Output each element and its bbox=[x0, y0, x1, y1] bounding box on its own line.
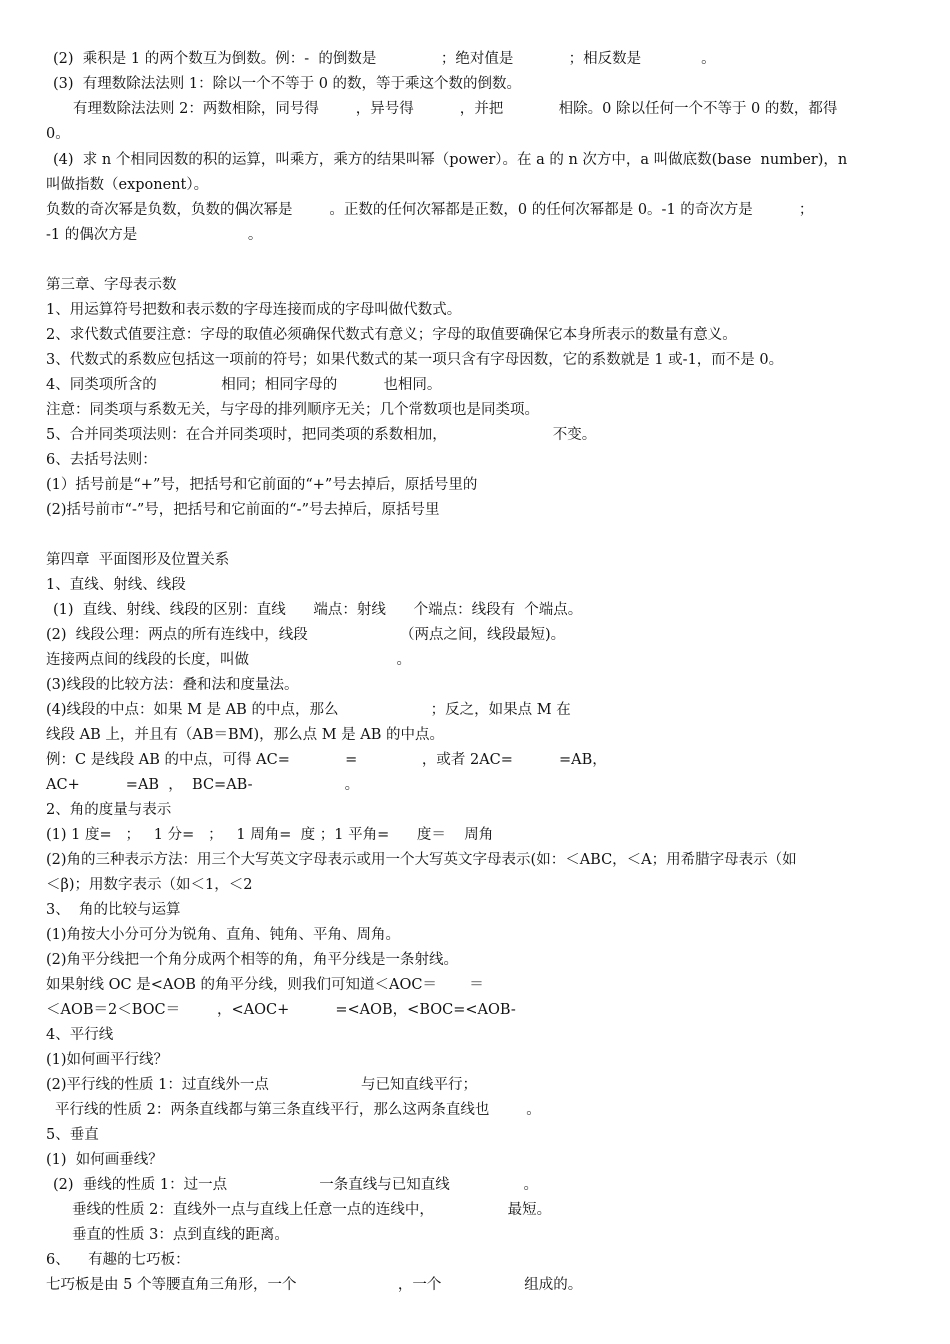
text-line: 6、去括号法则： bbox=[46, 452, 157, 468]
text-line: 2、角的度量与表示 bbox=[46, 802, 172, 818]
chapter-heading: 第四章 平面图形及位置关系 bbox=[46, 552, 230, 568]
text-line: 七巧板是由 5 个等腰直角三角形，一个 ，一个 组成的。 bbox=[46, 1277, 583, 1293]
text-line: (2)平行线的性质 1：过直线外一点 与已知直线平行； bbox=[46, 1077, 478, 1093]
text-line: AC+ =AB ， BC=AB- 。 bbox=[46, 777, 360, 793]
text-line: 有理数除法法则 2：两数相除，同号得 ，异号得 ，并把 相除。0 除以任何一个不等于 0 的数，都得 bbox=[73, 101, 838, 117]
chapter-heading: 第三章、字母表示数 bbox=[46, 277, 177, 293]
text-line: -1 的偶次方是 。 bbox=[46, 227, 263, 243]
text-line: 1、直线、射线、线段 bbox=[46, 577, 186, 593]
text-line: (2) 乘积是 1 的两个数互为倒数。例：- 的倒数是 ；绝对值是 ；相反数是 。 bbox=[53, 51, 716, 67]
text-line: 4、同类项所含的 相同；相同字母的 也相同。 bbox=[46, 377, 442, 393]
text-line: (3)线段的比较方法：叠和法和度量法。 bbox=[46, 677, 299, 693]
text-line: (1)角按大小分可分为锐角、直角、钝角、平角、周角。 bbox=[46, 927, 401, 943]
text-line: 线段 AB 上，并且有（AB＝BM)，那么点 M 是 AB 的中点。 bbox=[46, 727, 445, 743]
text-line: 3、 角的比较与运算 bbox=[46, 902, 181, 918]
text-line: (4)线段的中点：如果 M 是 AB 的中点，那么 ；反之，如果点 M 在 bbox=[46, 702, 571, 718]
text-line: ＜β)；用数字表示（如＜1，＜2 bbox=[46, 877, 253, 893]
text-line: 1、用运算符号把数和表示数的字母连接而成的字母叫做代数式。 bbox=[46, 302, 462, 318]
text-line: 如果射线 OC 是<AOB 的角平分线，则我们可知道＜AOC＝ ＝ bbox=[46, 977, 484, 993]
text-line: 5、垂直 bbox=[46, 1127, 99, 1143]
text-line: 负数的奇次幂是负数，负数的偶次幂是 。正数的任何次幂都是正数，0 的任何次幂都是 0。-1 的奇次方是 ； bbox=[46, 202, 814, 218]
text-line: 注意：同类项与系数无关，与字母的排列顺序无关；几个常数项也是同类项。 bbox=[46, 402, 539, 418]
text-line: 4、平行线 bbox=[46, 1027, 114, 1043]
text-line: (2)括号前市“-”号，把括号和它前面的“-”号去掉后，原括号里 bbox=[46, 502, 440, 518]
text-line: (1) 直线、射线、线段的区别：直线 端点：射线 个端点：线段有 个端点。 bbox=[53, 602, 583, 618]
text-line: (2)角平分线把一个角分成两个相等的角，角平分线是一条射线。 bbox=[46, 952, 459, 968]
text-line: 平行线的性质 2：两条直线都与第三条直线平行，那么这两条直线也 。 bbox=[55, 1102, 541, 1118]
text-line: 垂线的性质 2：直线外一点与直线上任意一点的连线中， 最短。 bbox=[72, 1202, 552, 1218]
text-line: 3、代数式的系数应包括这一项前的符号；如果代数式的某一项只含有字母因数，它的系数就是 1 或-1，而不是 0。 bbox=[46, 352, 784, 368]
text-line: (1) 1 度= ； 1 分= ； 1 周角= 度 ；1 平角= 度＝ 周角 bbox=[46, 827, 494, 843]
text-line: (3) 有理数除法法则 1：除以一个不等于 0 的数，等于乘这个数的倒数。 bbox=[53, 76, 522, 92]
text-line: ＜AOB＝2＜BOC＝ ，<AOC+ =<AOB，<BOC=<AOB- bbox=[46, 1002, 516, 1018]
text-line: 6、 有趣的七巧板： bbox=[46, 1252, 190, 1268]
text-line: (1)如何画平行线？ bbox=[46, 1052, 169, 1068]
text-line: 连接两点间的线段的长度，叫做 。 bbox=[46, 652, 411, 668]
text-line: (2) 垂线的性质 1：过一点 一条直线与已知直线 。 bbox=[53, 1177, 539, 1193]
text-line: (2) 线段公理：两点的所有连线中，线段 （两点之间，线段最短)。 bbox=[46, 627, 566, 643]
text-line: 叫做指数（exponent）。 bbox=[46, 177, 209, 193]
text-line: 0。 bbox=[46, 126, 70, 142]
text-line: 垂直的性质 3：点到直线的距离。 bbox=[72, 1227, 289, 1243]
text-line: 例：C 是线段 AB 的中点，可得 AC= = ，或者 2AC= =AB， bbox=[46, 752, 607, 768]
text-line: 2、求代数式值要注意：字母的取值必须确保代数式有意义；字母的取值要确保它本身所表示的数量有意义。 bbox=[46, 327, 737, 343]
text-line: (4) 求 n 个相同因数的积的运算，叫乘方，乘方的结果叫幂（power）。在 a 的 n 次方中，a 叫做底数(base number)，n bbox=[53, 152, 848, 168]
text-line: (1) 如何画垂线？ bbox=[46, 1152, 163, 1168]
text-line: (2)角的三种表示方法：用三个大写英文字母表示或用一个大写英文字母表示(如：＜ABC，＜A；用希腊字母表示（如 bbox=[46, 852, 797, 868]
text-line: 5、合并同类项法则：在合并同类项时，把同类项的系数相加， 不变。 bbox=[46, 427, 597, 443]
text-line: (1）括号前是“+”号，把括号和它前面的“+”号去掉后，原括号里的 bbox=[46, 477, 478, 493]
